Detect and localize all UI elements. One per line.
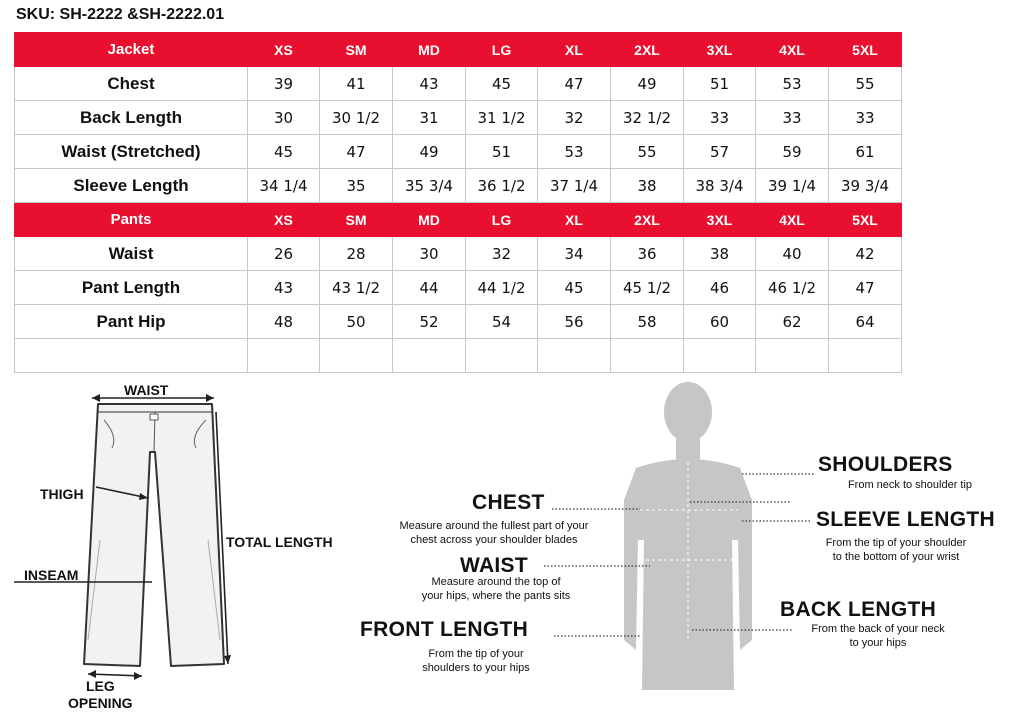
pants-size-header: 2XL bbox=[611, 203, 684, 237]
table-cell: 51 bbox=[684, 67, 756, 101]
jacket-size-header: XL bbox=[538, 33, 611, 67]
table-cell: 57 bbox=[684, 135, 756, 169]
row-label: Pant Hip bbox=[15, 305, 248, 339]
table-cell: 35 bbox=[320, 169, 393, 203]
front-length-description: From the tip of your shoulders to your hips bbox=[422, 648, 530, 674]
table-cell: 39 bbox=[248, 67, 320, 101]
table-cell: 35 3/4 bbox=[393, 169, 466, 203]
table-cell: 30 bbox=[393, 237, 466, 271]
table-cell: 50 bbox=[320, 305, 393, 339]
table-cell: 58 bbox=[611, 305, 684, 339]
table-cell: 31 bbox=[393, 101, 466, 135]
pants-size-header: 5XL bbox=[829, 203, 902, 237]
table-cell: 32 bbox=[538, 101, 611, 135]
table-cell: 47 bbox=[320, 135, 393, 169]
table-cell: 41 bbox=[320, 67, 393, 101]
pants-size-header: SM bbox=[320, 203, 393, 237]
waist-title: WAIST bbox=[460, 554, 528, 577]
table-cell: 43 bbox=[248, 271, 320, 305]
table-cell: 28 bbox=[320, 237, 393, 271]
table-cell: 46 bbox=[684, 271, 756, 305]
shoulders-title: SHOULDERS bbox=[818, 453, 953, 476]
jacket-size-header: LG bbox=[466, 33, 538, 67]
table-cell: 33 bbox=[829, 101, 902, 135]
table-cell: 56 bbox=[538, 305, 611, 339]
table-cell: 49 bbox=[393, 135, 466, 169]
jacket-size-header: XS bbox=[248, 33, 320, 67]
table-cell: 64 bbox=[829, 305, 902, 339]
table-cell: 45 1/2 bbox=[611, 271, 684, 305]
table-cell: 38 3/4 bbox=[684, 169, 756, 203]
pants-waist-label: WAIST bbox=[124, 382, 169, 398]
pants-size-header: XS bbox=[248, 203, 320, 237]
pants-size-header: XL bbox=[538, 203, 611, 237]
pants-opening-label: OPENING bbox=[68, 695, 133, 711]
pants-leg-label: LEG bbox=[86, 678, 115, 694]
table-cell: 33 bbox=[684, 101, 756, 135]
sleeve-length-description: From the tip of your shoulder to the bottom of your wrist bbox=[825, 537, 967, 563]
back-length-title: BACK LENGTH bbox=[780, 598, 937, 621]
row-label: Back Length bbox=[15, 101, 248, 135]
pants-figure bbox=[84, 404, 224, 666]
table-cell: 46 1/2 bbox=[756, 271, 829, 305]
sleeve-length-title: SLEEVE LENGTH bbox=[816, 508, 995, 531]
jacket-size-header: MD bbox=[393, 33, 466, 67]
front-length-title: FRONT LENGTH bbox=[360, 618, 529, 641]
table-cell: 30 bbox=[248, 101, 320, 135]
table-cell: 53 bbox=[538, 135, 611, 169]
pants-header-label: Pants bbox=[15, 203, 248, 237]
table-cell: 60 bbox=[684, 305, 756, 339]
table-cell: 45 bbox=[466, 67, 538, 101]
table-cell: 45 bbox=[538, 271, 611, 305]
waist-description: Measure around the top of your hips, where the pants sits bbox=[421, 576, 571, 602]
table-cell: 39 1/4 bbox=[756, 169, 829, 203]
table-cell: 53 bbox=[756, 67, 829, 101]
table-cell: 44 1/2 bbox=[466, 271, 538, 305]
table-cell: 54 bbox=[466, 305, 538, 339]
table-cell: 38 bbox=[684, 237, 756, 271]
pants-size-header: MD bbox=[393, 203, 466, 237]
jacket-size-header: 2XL bbox=[611, 33, 684, 67]
table-cell: 62 bbox=[756, 305, 829, 339]
jacket-size-header: SM bbox=[320, 33, 393, 67]
table-cell: 43 1/2 bbox=[320, 271, 393, 305]
jacket-size-header: 5XL bbox=[829, 33, 902, 67]
table-cell: 26 bbox=[248, 237, 320, 271]
table-cell: 61 bbox=[829, 135, 902, 169]
jacket-size-header: 4XL bbox=[756, 33, 829, 67]
table-cell: 47 bbox=[829, 271, 902, 305]
table-cell: 51 bbox=[466, 135, 538, 169]
table-cell: 37 1/4 bbox=[538, 169, 611, 203]
table-cell: 43 bbox=[393, 67, 466, 101]
table-cell: 34 bbox=[538, 237, 611, 271]
table-cell: 55 bbox=[829, 67, 902, 101]
table-cell: 49 bbox=[611, 67, 684, 101]
chest-title: CHEST bbox=[472, 491, 545, 514]
table-cell: 44 bbox=[393, 271, 466, 305]
table-cell: 36 1/2 bbox=[466, 169, 538, 203]
table-cell: 38 bbox=[611, 169, 684, 203]
pants-inseam-label: INSEAM bbox=[24, 567, 79, 583]
table-cell: 40 bbox=[756, 237, 829, 271]
table-cell: 33 bbox=[756, 101, 829, 135]
jacket-size-header: 3XL bbox=[684, 33, 756, 67]
back-length-description: From the back of your neck to your hips bbox=[811, 623, 945, 649]
table-cell: 39 3/4 bbox=[829, 169, 902, 203]
table-cell: 47 bbox=[538, 67, 611, 101]
table-cell: 59 bbox=[756, 135, 829, 169]
table-cell: 31 1/2 bbox=[466, 101, 538, 135]
pants-size-header: 3XL bbox=[684, 203, 756, 237]
shoulders-description: From neck to shoulder tip bbox=[847, 479, 973, 491]
table-cell: 32 bbox=[466, 237, 538, 271]
row-label: Waist (Stretched) bbox=[15, 135, 248, 169]
table-cell: 34 1/4 bbox=[248, 169, 320, 203]
table-cell: 52 bbox=[393, 305, 466, 339]
table-cell: 48 bbox=[248, 305, 320, 339]
row-label: Chest bbox=[15, 67, 248, 101]
pants-thigh-label: THIGH bbox=[40, 486, 84, 502]
table-cell: 55 bbox=[611, 135, 684, 169]
table-cell: 36 bbox=[611, 237, 684, 271]
table-cell: 45 bbox=[248, 135, 320, 169]
pants-total-length-label: TOTAL LENGTH bbox=[226, 534, 333, 550]
row-label: Pant Length bbox=[15, 271, 248, 305]
sku-title: SKU: SH-2222 &SH-2222.01 bbox=[16, 6, 225, 23]
table-cell: 30 1/2 bbox=[320, 101, 393, 135]
pants-size-header: LG bbox=[466, 203, 538, 237]
pants-size-header: 4XL bbox=[756, 203, 829, 237]
chest-description: Measure around the fullest part of your chest across your shoulder blades bbox=[399, 520, 589, 546]
jacket-header-label: Jacket bbox=[15, 33, 248, 67]
table-cell: 32 1/2 bbox=[611, 101, 684, 135]
table-cell: 42 bbox=[829, 237, 902, 271]
row-label: Waist bbox=[15, 237, 248, 271]
row-label: Sleeve Length bbox=[15, 169, 248, 203]
